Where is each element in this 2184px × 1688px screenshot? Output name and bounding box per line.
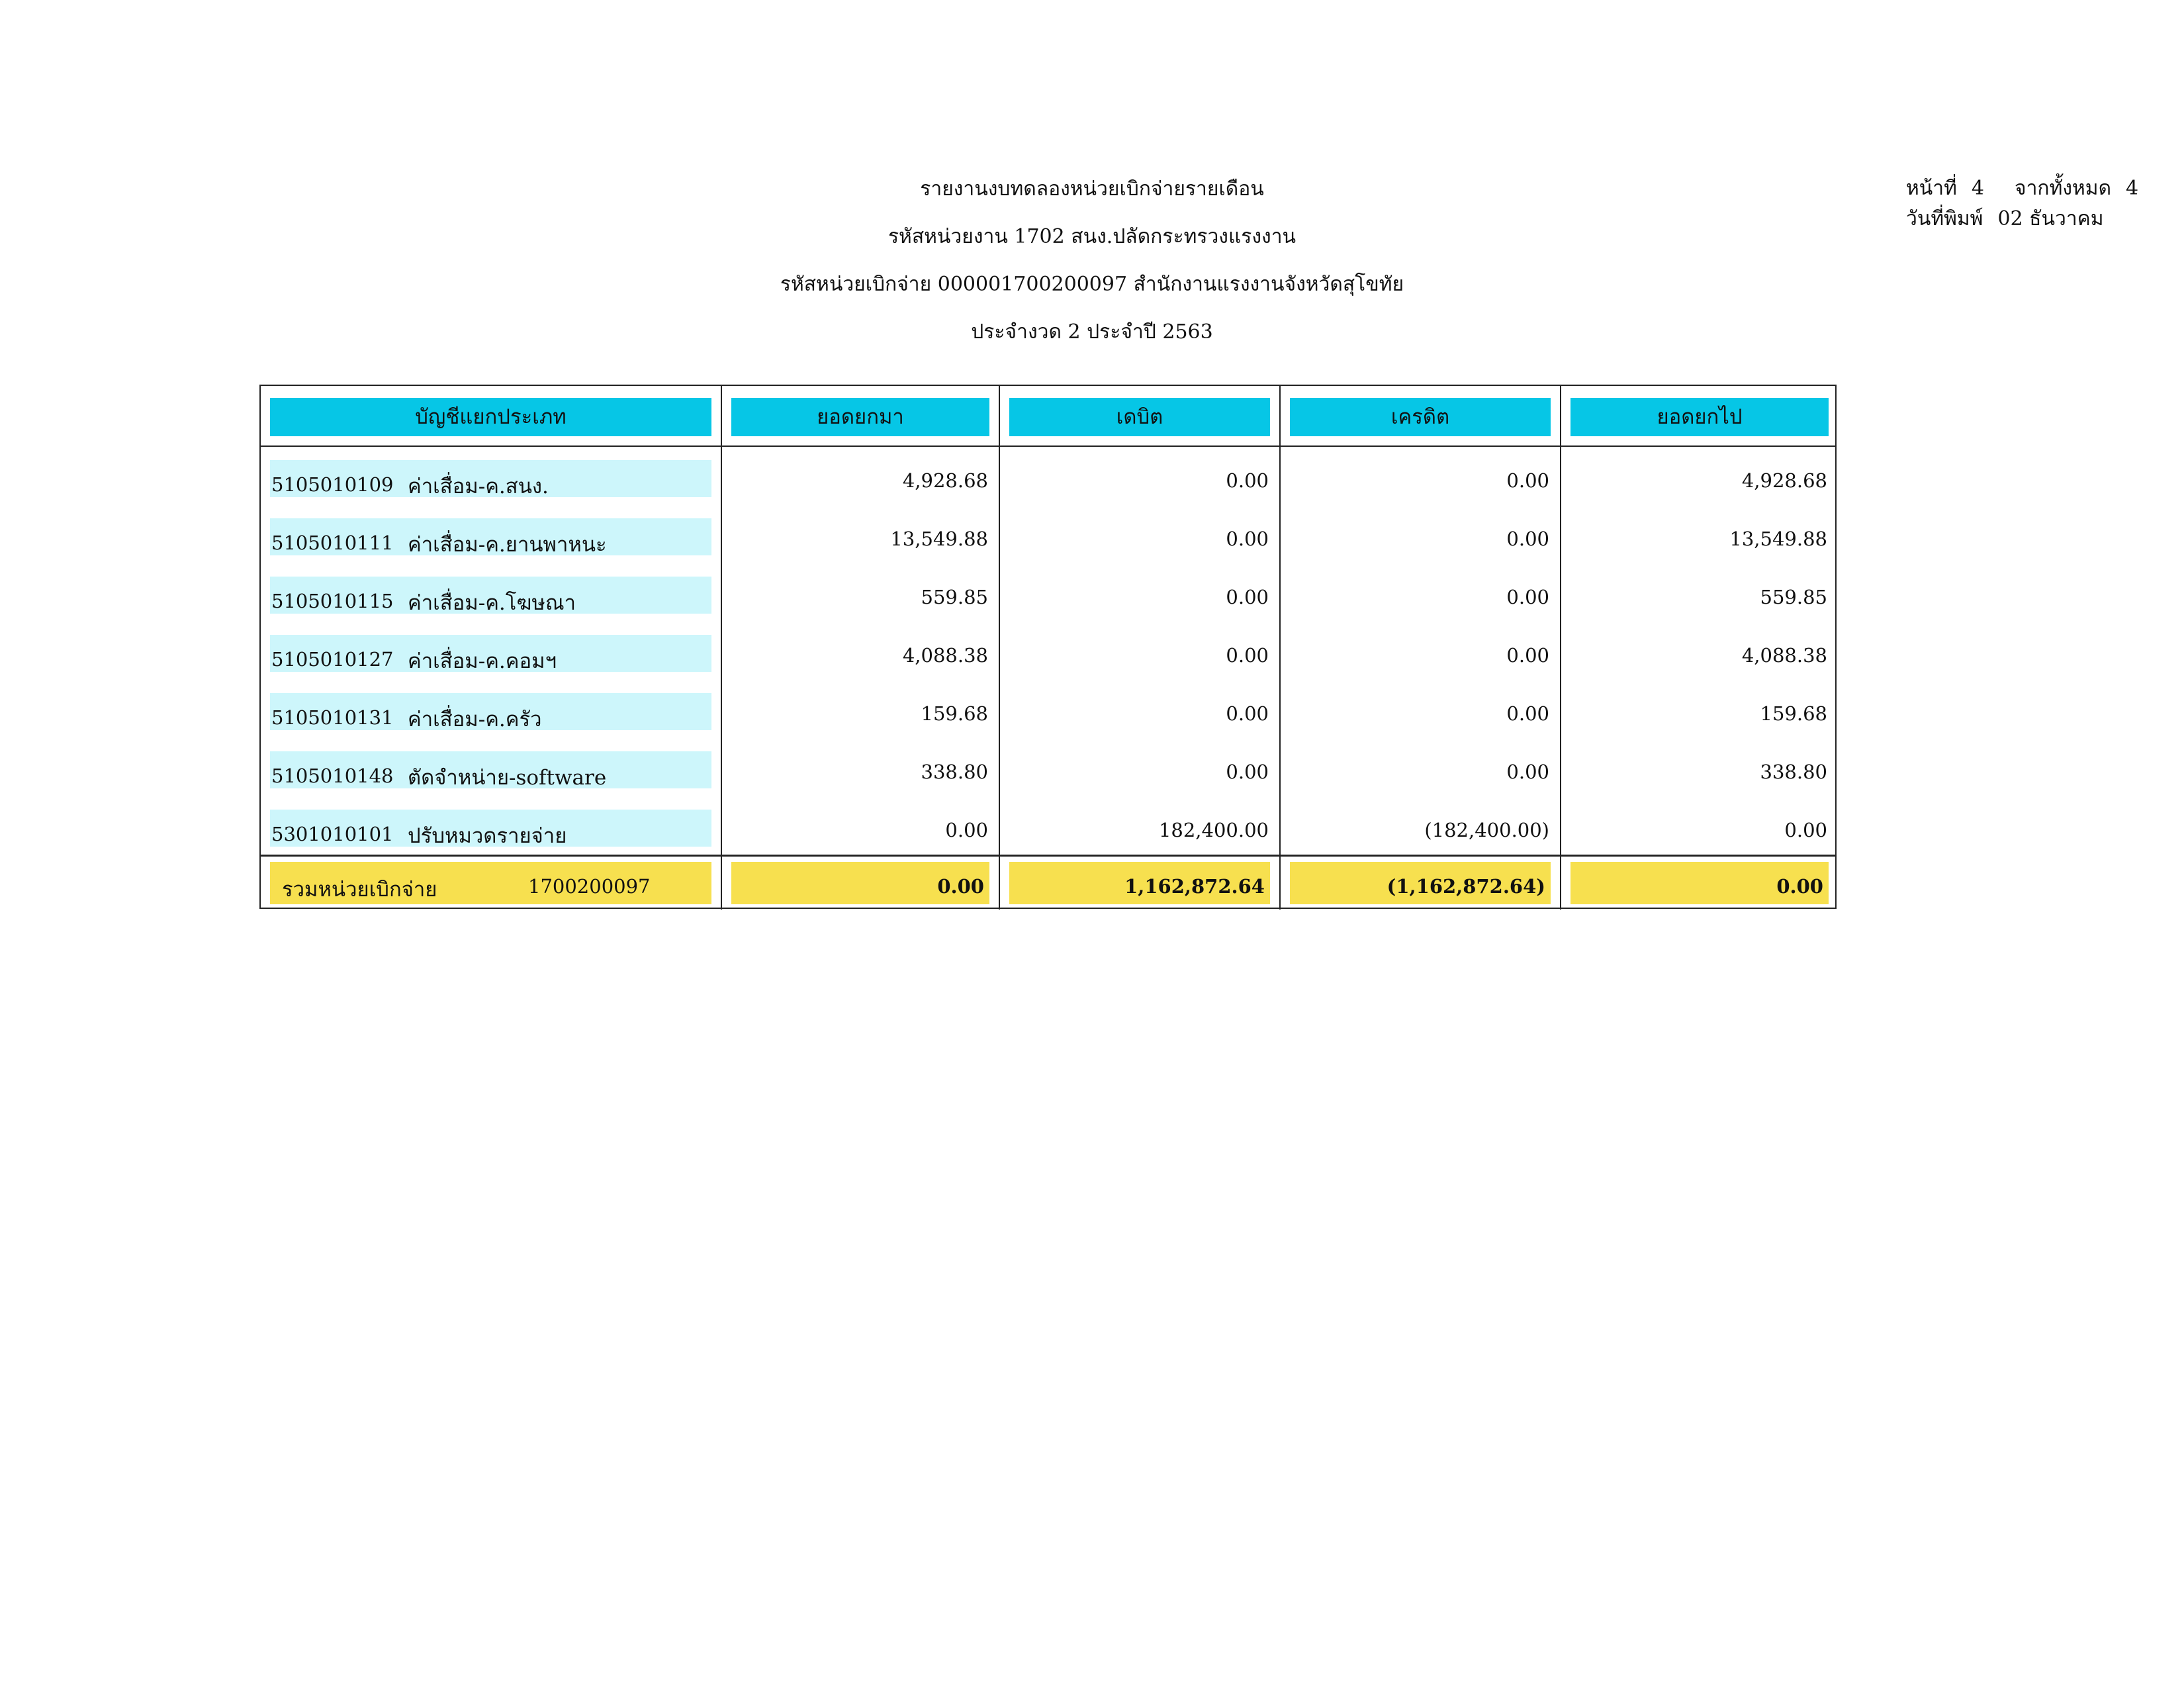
credit-amount: 0.00 <box>1506 528 1549 550</box>
total-debit: 1,162,872.64 <box>1124 875 1265 898</box>
account-name: ตัดจำหน่าย-software <box>408 766 607 790</box>
account-name: ค่าเสื่อม-ค.คอมฯ <box>408 649 557 673</box>
disbursement-unit-line: รหัสหน่วยเบิกจ่าย 000001700200097 สำนักงานแรงงานจังหวัดสุโขทัย <box>780 273 1404 296</box>
total-unit-code: 1700200097 <box>528 875 651 898</box>
table-row <box>261 738 1835 796</box>
total-credit: (1,162,872.64) <box>1387 875 1545 898</box>
period-line: ประจำงวด 2 ประจำปี 2563 <box>971 320 1213 344</box>
debit-amount: 0.00 <box>1226 761 1269 783</box>
opening-balance: 13,549.88 <box>890 528 988 550</box>
column-header-debit: เดบิต <box>1009 398 1270 436</box>
account-cell <box>261 680 722 738</box>
page-label: หน้าที่ <box>1906 177 1957 200</box>
column-header-credit: เครดิต <box>1290 398 1551 436</box>
account-name: ค่าเสื่อม-ค.ยานพาหนะ <box>408 533 607 557</box>
opening-balance: 4,928.68 <box>902 469 988 492</box>
account-code: 5105010131 <box>271 706 394 729</box>
account-cell <box>261 738 722 796</box>
credit-amount: 0.00 <box>1506 702 1549 725</box>
closing-balance: 559.85 <box>1760 586 1827 608</box>
closing-balance: 0.00 <box>1784 819 1827 841</box>
print-date: 02 ธันวาคม <box>1997 207 2104 230</box>
table-row <box>261 563 1835 622</box>
total-closing: 0.00 <box>1776 875 1823 898</box>
closing-balance: 4,928.68 <box>1741 469 1827 492</box>
table-header <box>259 385 1837 447</box>
page-number: 4 <box>1971 177 1984 200</box>
account-cell <box>261 505 722 563</box>
account-cell <box>261 796 722 855</box>
account-code: 5105010115 <box>271 590 394 612</box>
report-header <box>662 165 1522 356</box>
agency-line: รหัสหน่วยงาน 1702 สนง.ปลัดกระทรวงแรงงาน <box>887 225 1297 248</box>
account-name: ค่าเสื่อม-ค.ครัว <box>408 708 542 731</box>
account-code: 5105010148 <box>271 765 394 787</box>
closing-balance: 338.80 <box>1760 761 1827 783</box>
table-body <box>259 447 1837 855</box>
account-name: ค่าเสื่อม-ค.โฆษณา <box>408 591 576 615</box>
credit-amount: 0.00 <box>1506 761 1549 783</box>
account-cell <box>261 563 722 622</box>
account-name: ค่าเสื่อม-ค.สนง. <box>408 475 549 498</box>
table-row <box>261 680 1835 738</box>
table-row <box>261 796 1835 855</box>
debit-amount: 0.00 <box>1226 644 1269 667</box>
report-title: รายงานงบทดลองหน่วยเบิกจ่ายรายเดือน <box>920 177 1264 201</box>
total-pages-label: จากทั้งหมด <box>2015 177 2112 200</box>
debit-amount: 182,400.00 <box>1158 819 1269 841</box>
column-header-closing: ยอดยกไป <box>1570 398 1829 436</box>
account-code: 5301010101 <box>271 823 394 845</box>
column-header-opening: ยอดยกมา <box>731 398 989 436</box>
closing-balance: 13,549.88 <box>1729 528 1827 550</box>
opening-balance: 159.68 <box>921 702 988 725</box>
account-code: 5105010111 <box>271 532 394 554</box>
credit-amount: (182,400.00) <box>1424 819 1549 841</box>
account-name: ปรับหมวดรายจ่าย <box>408 824 567 848</box>
table-row <box>261 505 1835 563</box>
debit-amount: 0.00 <box>1226 586 1269 608</box>
credit-amount: 0.00 <box>1506 644 1549 667</box>
debit-amount: 0.00 <box>1226 528 1269 550</box>
total-opening: 0.00 <box>937 875 984 898</box>
account-cell <box>261 447 722 505</box>
print-date-label: วันที่พิมพ์ <box>1906 207 1983 230</box>
opening-balance: 4,088.38 <box>902 644 988 667</box>
closing-balance: 4,088.38 <box>1741 644 1827 667</box>
account-code: 5105010127 <box>271 648 394 671</box>
closing-balance: 159.68 <box>1760 702 1827 725</box>
trial-balance-table <box>259 385 1837 909</box>
column-header-account: บัญชีแยกประเภท <box>270 398 711 436</box>
debit-amount: 0.00 <box>1226 702 1269 725</box>
opening-balance: 338.80 <box>921 761 988 783</box>
opening-balance: 559.85 <box>921 586 988 608</box>
print-date-line <box>1906 204 2138 234</box>
account-code: 5105010109 <box>271 473 394 496</box>
debit-amount: 0.00 <box>1226 469 1269 492</box>
opening-balance: 0.00 <box>945 819 988 841</box>
credit-amount: 0.00 <box>1506 469 1549 492</box>
table-row <box>261 447 1835 505</box>
page-number-line <box>1906 173 2138 204</box>
total-row <box>259 855 1837 909</box>
page-info <box>1906 173 2138 234</box>
total-pages: 4 <box>2126 177 2139 200</box>
account-cell <box>261 622 722 680</box>
table-row <box>261 622 1835 680</box>
credit-amount: 0.00 <box>1506 586 1549 608</box>
total-label: รวมหน่วยเบิกจ่าย <box>282 878 437 902</box>
